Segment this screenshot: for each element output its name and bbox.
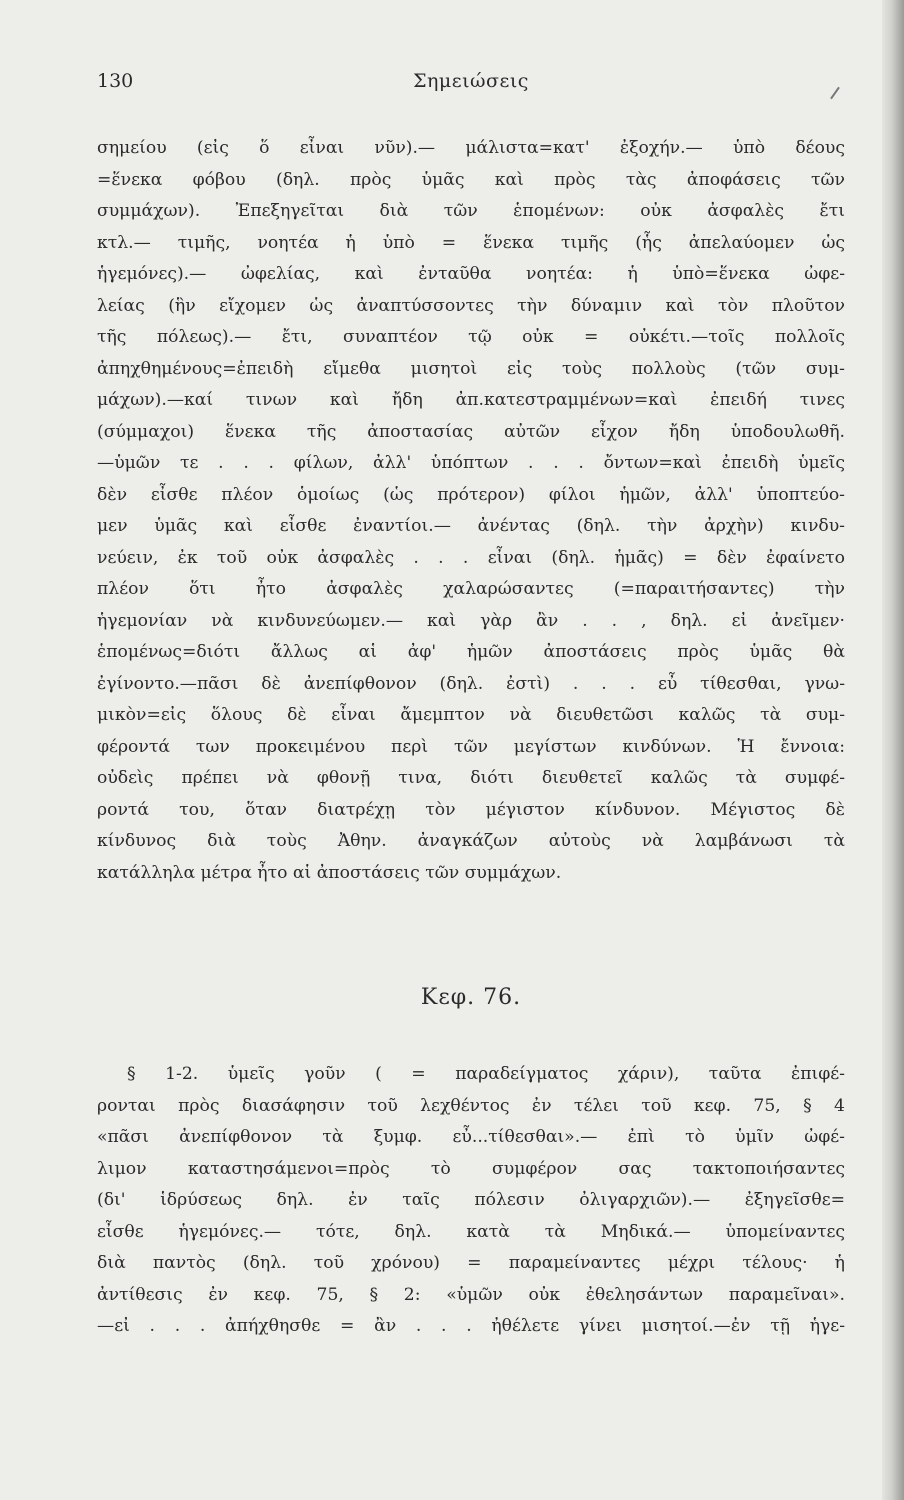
text-line: ρονται πρὸς διασάφησιν τοῦ λεχθέντος ἐν τέλει τοῦ κεφ. 75, § 4 xyxy=(97,1095,845,1116)
text-line: ροντά του, ὅταν διατρέχῃ τὸν μέγιστον κίνδυνον. Μέγιστος δὲ xyxy=(97,799,845,820)
notes-section-1 xyxy=(97,133,845,889)
text-line: μεν ὑμᾶς καὶ εἶσθε ἐναντίοι.— ἀνέντας (δηλ. τὴν ἀρχὴν) κινδυ- xyxy=(97,516,845,536)
notes-section-2 xyxy=(97,1059,845,1343)
text-line: (σύμμαχοι) ἕνεκα τῆς ἀποστασίας αὐτῶν εἶχον ἤδη ὑποδουλωθῆ. xyxy=(97,421,845,442)
text-line: φέροντά των προκειμένου περὶ τῶν μεγίστων κινδύνων. Ἡ ἔννοια: xyxy=(97,736,845,757)
text-line: δὲν εἶσθε πλέον ὁμοίως (ὡς πρότερον) φίλοι ἡμῶν, ἀλλ' ὑποπτεύο- xyxy=(97,484,845,505)
text-line: τῆς πόλεως).— ἔτι, συναπτέον τῷ οὐκ = οὐκέτι.—τοῖς πολλοῖς xyxy=(97,327,845,347)
text-line: μάχων).—καί τινων καὶ ἤδη ἀπ.κατεστραμμένων=καὶ ἐπειδή τινες xyxy=(97,390,845,410)
text-line: σημείου (εἰς ὅ εἶναι νῦν).— μάλιστα=κατ' ἐξοχήν.— ὑπὸ δέους xyxy=(97,138,845,158)
text-line: εἶσθε ἡγεμόνες.— τότε, δηλ. κατὰ τὰ Μηδικά.— ὑπομείναντες xyxy=(97,1221,845,1242)
text-line: διὰ παντὸς (δηλ. τοῦ χρόνου) = παραμείναντες μέχρι τέλους· ἡ xyxy=(97,1253,845,1273)
page-header xyxy=(97,70,845,100)
text-line: κατάλληλα μέτρα ἦτο αἱ ἀποστάσεις τῶν συμμάχων. xyxy=(97,862,562,883)
text-line: ἀπηχθημένους=ἐπειδὴ εἴμεθα μισητοὶ εἰς τοὺς πολλοὺς (τῶν συμ- xyxy=(97,358,845,379)
text-line: νεύειν, ἐκ τοῦ οὐκ ἀσφαλὲς . . . εἶναι (δηλ. ἡμᾶς) = δὲν ἐφαίνετο xyxy=(97,547,845,568)
page-number: 130 xyxy=(97,70,134,92)
text-line: =ἕνεκα φόβου (δηλ. πρὸς ὑμᾶς καὶ πρὸς τὰς ἀποφάσεις τῶν xyxy=(97,169,845,190)
text-line: ἑπομένως=διότι ἄλλως αἱ ἀφ' ἡμῶν ἀποστάσεις πρὸς ὑμᾶς θὰ xyxy=(97,642,845,662)
text-line: —ὑμῶν τε . . . φίλων, ἀλλ' ὑπόπτων . . . ὄντων=καὶ ἐπειδὴ ὑμεῖς xyxy=(97,453,845,473)
text-line: λιμον καταστησάμενοι=πρὸς τὸ συμφέρον σας τακτοποιήσαντες xyxy=(97,1158,845,1179)
chapter-heading: Κεφ. 76. xyxy=(420,985,522,1010)
text-line: ἀντίθεσις ἐν κεφ. 75, § 2: «ὑμῶν οὐκ ἐθελησάντων παραμεῖναι». xyxy=(97,1284,845,1305)
page-edge-shadow xyxy=(882,0,904,1500)
text-line: (δι' ἱδρύσεως δηλ. ἐν ταῖς πόλεσιν ὀλιγαρχιῶν).— ἐξηγεῖσθε= xyxy=(97,1190,845,1210)
running-title: Σημειώσεις xyxy=(413,70,529,92)
text-line: «πᾶσι ἀνεπίφθονον τὰ ξυμφ. εὖ...τίθεσθαι».— ἐπὶ τὸ ὑμῖν ὠφέ- xyxy=(97,1127,845,1147)
text-line: —εἰ . . . ἀπήχθησθε = ἂν . . . ἠθέλετε γίνει μισητοί.—ἐν τῇ ἡγε- xyxy=(97,1316,845,1336)
text-line: κτλ.— τιμῆς, νοητέα ἡ ὑπὸ = ἕνεκα τιμῆς (ἧς ἀπελαύομεν ὡς xyxy=(97,232,845,253)
text-line: ἐγίνοντο.—πᾶσι δὲ ἀνεπίφθονον (δηλ. ἐστὶ) . . . εὖ τίθεσθαι, γνω- xyxy=(97,673,845,694)
text-line: ἡγεμόνες).— ὠφελίας, καὶ ἐνταῦθα νοητέα: ἡ ὑπὸ=ἕνεκα ὠφε- xyxy=(97,264,845,284)
text-line: μικὸν=εἰς ὅλους δὲ εἶναι ἄμεμπτον νὰ διευθετῶσι καλῶς τὰ συμ- xyxy=(97,705,845,725)
text-line: λείας (ἣν εἴχομεν ὡς ἀναπτύσσοντες τὴν δύναμιν καὶ τὸν πλοῦτον xyxy=(97,295,845,316)
text-line: πλέον ὅτι ἦτο ἀσφαλὲς χαλαρώσαντες (=παραιτήσαντες) τὴν xyxy=(97,579,845,599)
text-line: § 1-2. ὑμεῖς γοῦν ( = παραδείγματος χάριν), ταῦτα ἐπιφέ- xyxy=(127,1064,845,1084)
text-line: συμμάχων). Ἐπεξηγεῖται διὰ τῶν ἑπομένων: οὐκ ἀσφαλὲς ἔτι xyxy=(97,201,845,221)
text-line: ἡγεμονίαν νὰ κινδυνεύωμεν.— καὶ γὰρ ἂν . . , δηλ. εἰ ἀνεῖμεν· xyxy=(97,610,845,631)
text-line: κίνδυνος διὰ τοὺς Ἀθην. ἀναγκάζων αὐτοὺς νὰ λαμβάνωσι τὰ xyxy=(97,831,845,851)
text-line: οὐδεὶς πρέπει νὰ φθονῇ τινα, διότι διευθετεῖ καλῶς τὰ συμφέ- xyxy=(97,768,845,788)
